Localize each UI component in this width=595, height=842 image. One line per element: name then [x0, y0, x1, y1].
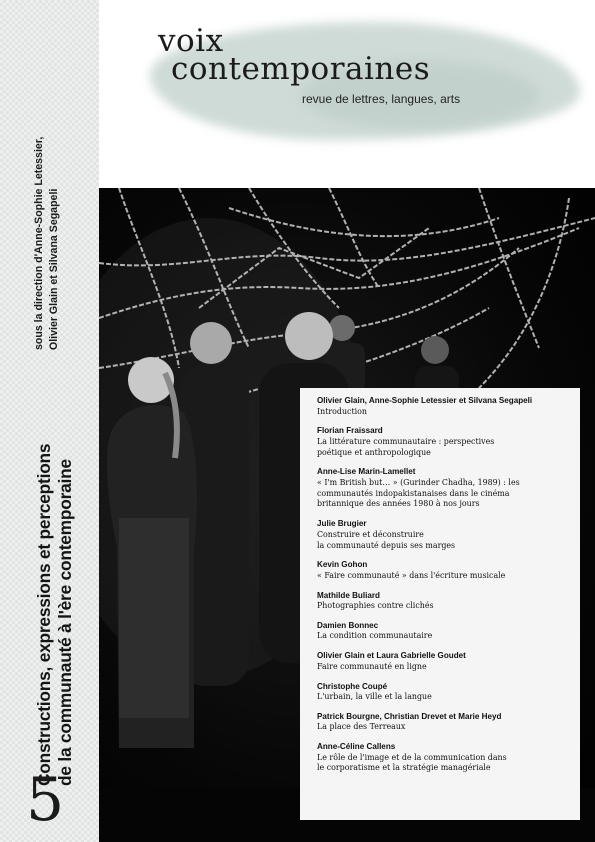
toc-entry: [317, 712, 570, 733]
toc-entry: [317, 682, 570, 703]
figure-head: [190, 322, 232, 364]
issue-title-line-1: Constructions, expressions et perceptions: [34, 443, 54, 786]
journal-tagline: revue de lettres, langues, arts: [302, 92, 461, 106]
toc-article-title: La littérature communautaire : perspectives: [317, 436, 495, 446]
toc-article-title: « Faire communauté » dans l'écriture musicale: [317, 570, 506, 580]
figure-head: [421, 336, 449, 364]
issue-title: [34, 416, 76, 786]
toc-article-title: communautés indopakistanaises dans le cinéma: [317, 488, 510, 498]
toc-author: Mathilde Buliard: [317, 590, 380, 600]
toc-article-title: britannique des années 1980 à nos jours: [317, 499, 480, 509]
toc-article-title: Faire communauté en ligne: [317, 661, 427, 671]
journal-name-line-1: voix: [158, 23, 224, 59]
figure-head: [285, 312, 333, 360]
toc-author: Anne-Céline Callens: [317, 742, 396, 752]
toc-article-title: Le rôle de l'image et de la communication dans: [317, 752, 507, 762]
toc-author: Kevin Gohon: [317, 560, 368, 570]
toc-entry: [317, 467, 570, 510]
toc-entry: [317, 560, 570, 581]
toc-article-title: La place des Terreaux: [317, 722, 406, 732]
toc-author: Julie Brugier: [317, 519, 367, 529]
toc-entry: [317, 396, 570, 417]
issue-title-line-2: de la communauté à l'ère contemporaine: [55, 459, 75, 786]
toc-article-title: « I'm British but… » (Gurinder Chadha, 1989) : les: [317, 477, 520, 487]
toc-article-title: Photographies contre clichés: [317, 601, 434, 611]
toc-article-title: le corporatisme et la stratégie managériale: [317, 763, 491, 773]
toc-article-title: Introduction: [317, 406, 367, 416]
toc-entry: [317, 621, 570, 642]
toc-author: Olivier Glain, Anne-Sophie Letessier et Silvana Segapeli: [317, 396, 533, 405]
toc-entry: [317, 519, 570, 551]
toc-article-title: La condition communautaire: [317, 631, 433, 641]
journal-name-line-2: contemporaines: [171, 51, 431, 87]
toc-author: Olivier Glain et Laura Gabrielle Goudet: [317, 651, 466, 661]
toc-author: Patrick Bourgne, Christian Drevet et Marie Heyd: [317, 711, 502, 721]
editors-credit: [32, 20, 62, 350]
toc-entry: [317, 651, 570, 672]
toc-article-title: poétique et anthropologique: [317, 447, 431, 457]
editors-line-1: sous la direction d'Anne-Sophie Letessier,: [33, 136, 45, 350]
editors-line-2: Olivier Glain et Silvana Segapeli: [48, 188, 60, 350]
toc-author: Damien Bonnec: [317, 620, 379, 630]
issue-number: 5: [26, 765, 65, 835]
table-of-contents: [300, 388, 580, 820]
toc-author: Florian Fraissard: [317, 426, 383, 436]
toc-author: Anne-Lise Marin-Lamellet: [317, 467, 416, 477]
toc-entry: [317, 591, 570, 612]
toc-article-title: L'urbain, la ville et la langue: [317, 692, 432, 702]
toc-entry: [317, 426, 570, 458]
toc-entry: [317, 742, 570, 774]
toc-author: Christophe Coupé: [317, 681, 388, 691]
toc-article-title: Construire et déconstruire: [317, 529, 424, 539]
toc-article-title: la communauté depuis ses marges: [317, 540, 456, 550]
